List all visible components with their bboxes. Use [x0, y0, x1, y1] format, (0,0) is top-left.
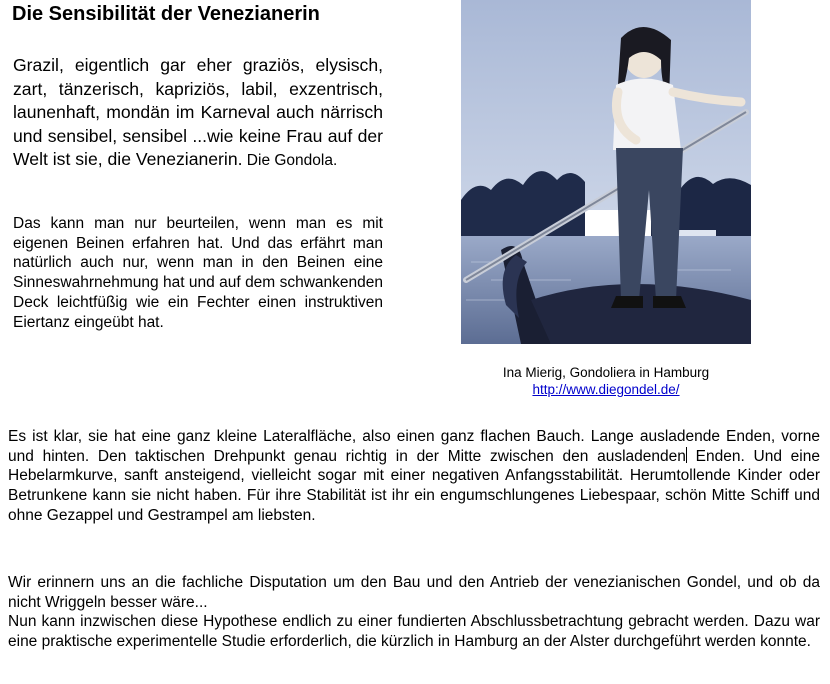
intro-tail: Die Gondola.	[242, 152, 338, 169]
third-paragraph	[8, 427, 820, 526]
photo-caption: Ina Mierig, Gondoliera in Hamburg	[502, 365, 710, 380]
fourth-paragraph-line2: Nun kann inzwischen diese Hypothese endlich zu einer fundierten Abschlussbetrachtung gebracht werden. Dazu war eine praktische experimentelle Studie erforderlich, die kürzlich in Hamburg an der Alster durchgeführt werden konnte.	[8, 613, 820, 651]
intro-text: Grazil, eigentlich gar eher graziös, elysisch, zart, tänzerisch, kapriziös, labil, exzentrisch, launenhaft, mondän im Karneval auch närrisch und sensibel, sensibel ...wie keine Frau auf der Welt ist sie, die Venezianerin.	[13, 55, 383, 169]
intro-paragraph	[13, 54, 383, 173]
page-title: Die Sensibilität der Venezianerin	[12, 3, 320, 25]
gondola-photo	[461, 0, 751, 344]
third-paragraph-part1: Es ist klar, sie hat eine ganz kleine Lateralfläche, also einen ganz flachen Bauch. Lange ausladende Enden, vorne und hinten. Den taktischen Drehpunkt genau richtig in der Mitte zwischen den ausladenden	[8, 428, 820, 465]
fourth-paragraph-line1: Wir erinnern uns an die fachliche Disputation um den Bau und den Antrieb der venezianischen Gondel, und ob da nicht Wriggeln besser wäre...	[8, 574, 820, 611]
third-paragraph-part2: Enden. Und eine Hebelarmkurve, sanft ansteigend, vielleicht sogar mit einer negativen Anfangsstabilität. Herumtollende Kinder oder Betrunkene kann sie nicht haben. Für ihre Stabilität ist ihr ein engumschlungenes Liebespaar, schön Mitte Schiff und ohne Gezappel und Gestrampel am liebsten.	[8, 447, 820, 524]
fourth-paragraph	[8, 573, 820, 652]
website-link[interactable]: http://www.diegondel.de/	[532, 382, 680, 397]
second-paragraph: Das kann man nur beurteilen, wenn man es mit eigenen Beinen erfahren hat. Und das erfährt man natürlich auch nur, wenn man in den Beinen eine Sinneswahrnehmung hat und auf dem schwankenden Deck leichtfüßig wie ein Fechter einen instruktiven Eiertanz eingeübt hat.	[13, 215, 383, 331]
gondola-photo-image	[461, 0, 751, 344]
